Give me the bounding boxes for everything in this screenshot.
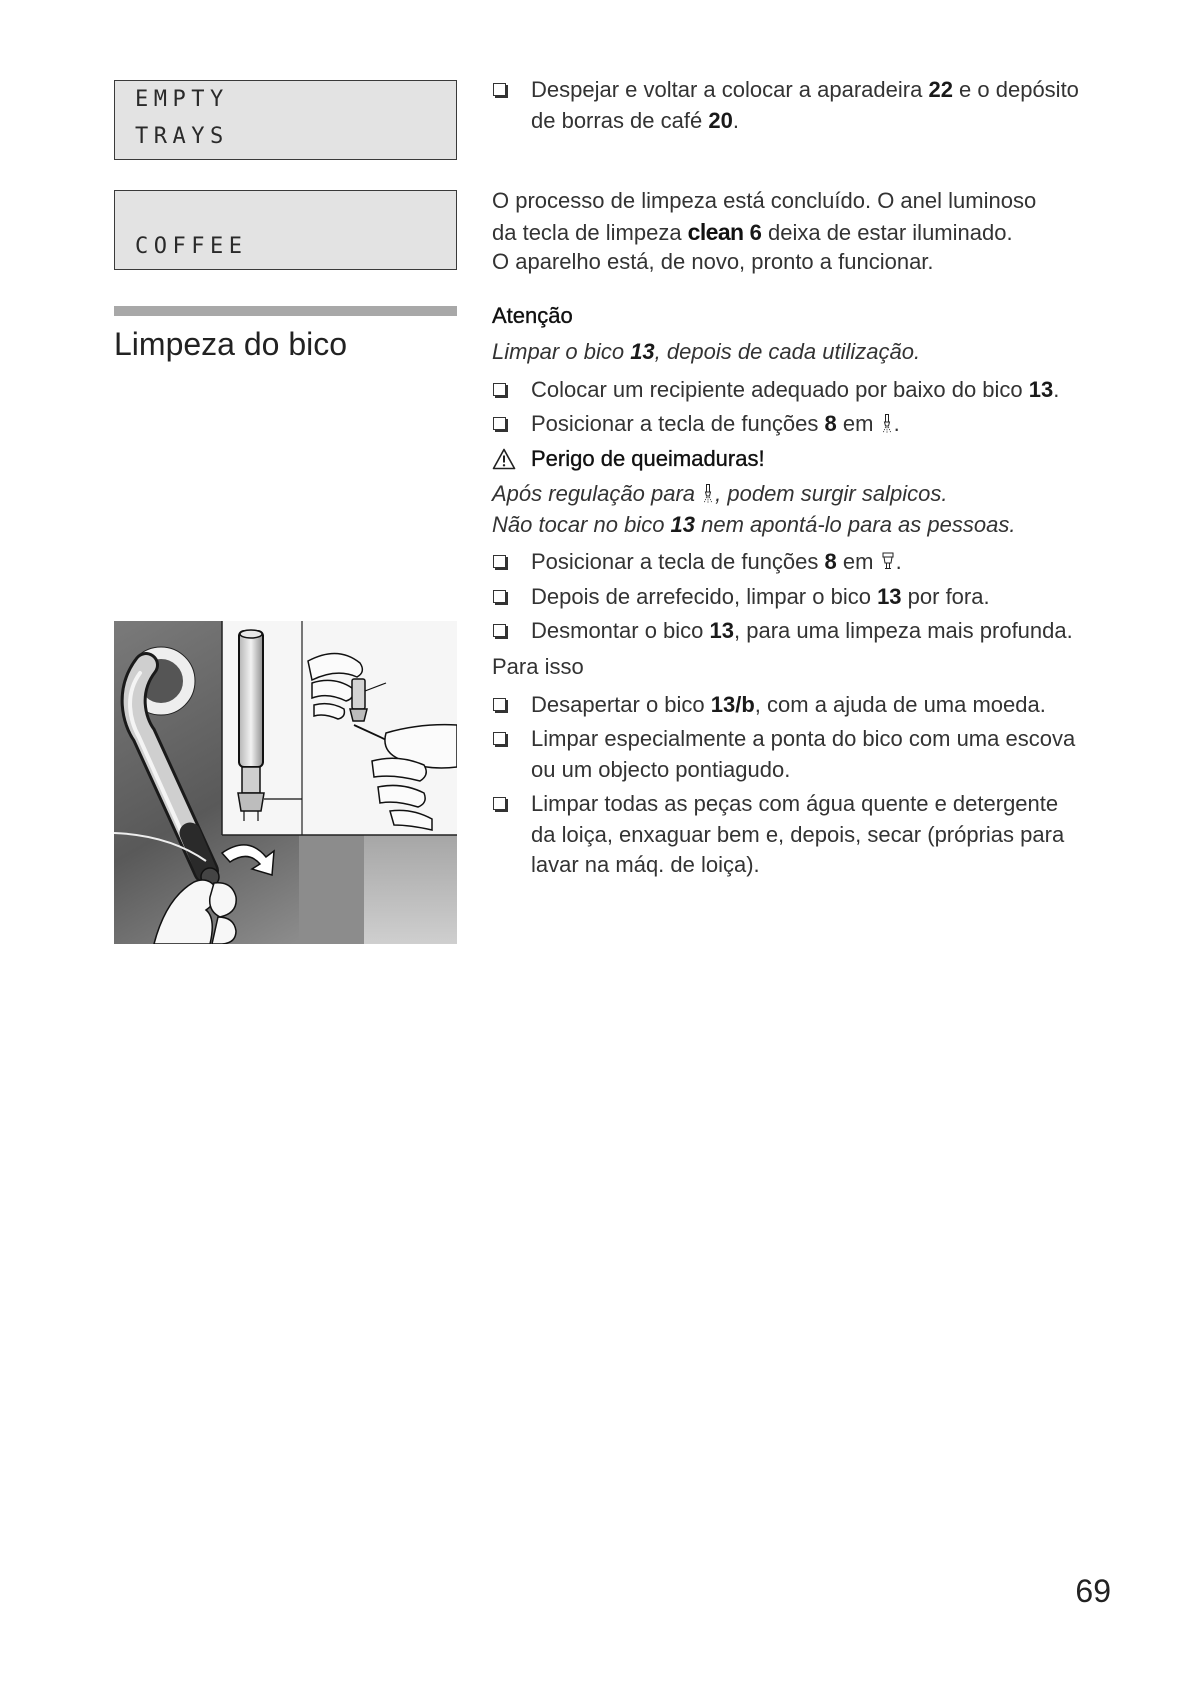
instruction-text: [531, 547, 1152, 578]
text-line: [531, 444, 1152, 475]
text-line: [531, 409, 1152, 440]
steam-nozzle-icon: [702, 484, 714, 504]
cup-icon: [881, 552, 895, 572]
text-run: de borras de café: [531, 107, 709, 133]
text-run: .: [893, 411, 900, 436]
heading-text: [492, 301, 1152, 332]
paragraph: [492, 652, 1152, 683]
text-run: Colocar um recipiente adequado por baixo do bico: [531, 377, 1029, 402]
text-run: Após regulação para: [492, 481, 702, 506]
instruction-text: [531, 789, 1152, 881]
text-run: Limpar todas as peças com água quente e detergente: [531, 791, 1059, 816]
text-run: .: [895, 549, 902, 574]
instruction-item: [492, 789, 1152, 881]
instruction-item: [492, 547, 1152, 578]
text-run: Posicionar a tecla de funções: [531, 549, 825, 574]
lcd-text-line: EMPTY: [135, 87, 229, 112]
text-line: [531, 755, 1152, 786]
text-line: [492, 337, 1152, 368]
text-run: Limpar especialmente a ponta do bico com uma escova: [531, 726, 1076, 751]
reference-number: 13: [670, 511, 696, 537]
key-label: clean: [687, 218, 744, 245]
nozzle-cleaning-illustration: [114, 621, 457, 944]
text-run: por fora.: [901, 584, 990, 609]
checkbox-bullet-icon: [493, 732, 506, 745]
text-run: da tecla de limpeza: [492, 219, 688, 245]
text-run: Desmontar o bico: [531, 618, 710, 643]
text-run: Atenção: [492, 303, 573, 328]
reference-number: 13: [630, 339, 655, 364]
warning-text: [531, 444, 1152, 475]
text-line: [531, 106, 1152, 137]
instruction-item: [492, 375, 1152, 406]
text-line: [492, 301, 1152, 332]
text-run: Posicionar a tecla de funções: [531, 411, 825, 436]
note-text: [492, 479, 1152, 540]
text-run: .: [1053, 377, 1060, 402]
text-run: em: [836, 411, 880, 436]
text-run: Para isso: [492, 654, 584, 679]
instruction-item: [492, 616, 1152, 647]
paragraph: [492, 186, 1152, 278]
text-run: Perigo de queimaduras!: [531, 446, 765, 471]
text-run: , para uma limpeza mais profunda.: [734, 618, 1073, 643]
instruction-item: [492, 75, 1152, 136]
note-text: [492, 337, 1152, 368]
warning-triangle-icon: [492, 448, 516, 470]
text-line: [492, 479, 1152, 510]
checkbox-bullet-icon: [493, 797, 506, 810]
text-run: em: [836, 549, 880, 574]
attention-note: [492, 337, 1152, 368]
text-line: [531, 850, 1152, 881]
reference-number: 6: [749, 219, 762, 245]
text-line: [492, 652, 1152, 683]
text-run: , com a ajuda de uma moeda.: [754, 692, 1046, 717]
section-divider: [114, 306, 457, 316]
lcd-display-empty-trays: [114, 80, 457, 160]
text-line: [492, 186, 1152, 217]
text-line: [492, 217, 1152, 248]
attention-heading: [492, 301, 1152, 332]
checkbox-bullet-icon: [493, 590, 506, 603]
lcd-text-line: COFFEE: [135, 234, 248, 259]
text-line: [531, 690, 1152, 721]
reference-number: 13: [709, 618, 735, 643]
instruction-item: [492, 409, 1152, 440]
instruction-text: [531, 724, 1152, 785]
text-run: Desapertar o bico: [531, 692, 711, 717]
text-line: [531, 789, 1152, 820]
text-run: .: [732, 107, 739, 133]
reference-number: 20: [708, 107, 733, 133]
warning-note: [492, 479, 1152, 540]
text-line: [531, 582, 1152, 613]
reference-number: 8: [824, 549, 837, 574]
instruction-text: [531, 409, 1152, 440]
text-run: , podem surgir salpicos.: [715, 481, 948, 506]
instruction-item: [492, 690, 1152, 721]
instruction-item: [492, 724, 1152, 785]
text-run: lavar na máq. de loiça).: [531, 852, 760, 877]
paragraph-text: [492, 186, 1152, 278]
checkbox-bullet-icon: [493, 698, 506, 711]
checkbox-bullet-icon: [493, 83, 506, 96]
instruction-text: [531, 75, 1152, 136]
text-run: Limpar o bico: [492, 339, 631, 364]
page-number: 69: [1075, 1573, 1111, 1609]
checkbox-bullet-icon: [493, 624, 506, 637]
instruction-text: [531, 375, 1152, 406]
instruction-text: [531, 690, 1152, 721]
text-line: [531, 75, 1152, 106]
checkbox-bullet-icon: [493, 383, 506, 396]
text-run: O processo de limpeza está concluído. O anel luminoso: [492, 188, 1037, 213]
lcd-display-coffee: [114, 190, 457, 270]
text-run: e o depósito: [952, 77, 1079, 102]
reference-number: 22: [928, 77, 953, 102]
text-line: [531, 547, 1152, 578]
instruction-text: [531, 582, 1152, 613]
text-run: Não tocar no bico: [492, 511, 671, 537]
section-title: Limpeza do bico: [114, 326, 348, 362]
illustration-drawing: [114, 621, 457, 944]
warning-heading: [492, 444, 1152, 475]
text-line: [492, 510, 1152, 541]
text-run: , depois de cada utilização.: [654, 339, 921, 364]
reference-number: 13/b: [710, 692, 755, 717]
instruction-text: [531, 616, 1152, 647]
checkbox-bullet-icon: [493, 417, 506, 430]
instruction-item: [492, 582, 1152, 613]
text-line: [492, 247, 1152, 278]
reference-number: 13: [877, 584, 902, 609]
text-run: Depois de arrefecido, limpar o bico: [531, 584, 878, 609]
paragraph-text: [492, 652, 1152, 683]
lcd-text-line: TRAYS: [135, 124, 229, 149]
text-run: deixa de estar iluminado.: [761, 219, 1013, 245]
steam-nozzle-icon: [881, 414, 893, 434]
reference-number: 8: [824, 411, 837, 436]
text-line: [531, 616, 1152, 647]
text-line: [531, 375, 1152, 406]
text-run: nem apontá-lo para as pessoas.: [695, 511, 1016, 537]
text-line: [531, 820, 1152, 851]
checkbox-bullet-icon: [493, 555, 506, 568]
reference-number: 13: [1028, 377, 1054, 402]
text-run: Despejar e voltar a colocar a aparadeira: [531, 77, 929, 102]
text-run: da loiça, enxaguar bem e, depois, secar (próprias para: [531, 821, 1065, 847]
text-run: ou um objecto pontiagudo.: [531, 756, 791, 782]
text-line: [531, 724, 1152, 755]
text-run: O aparelho está, de novo, pronto a funcionar.: [492, 249, 934, 274]
